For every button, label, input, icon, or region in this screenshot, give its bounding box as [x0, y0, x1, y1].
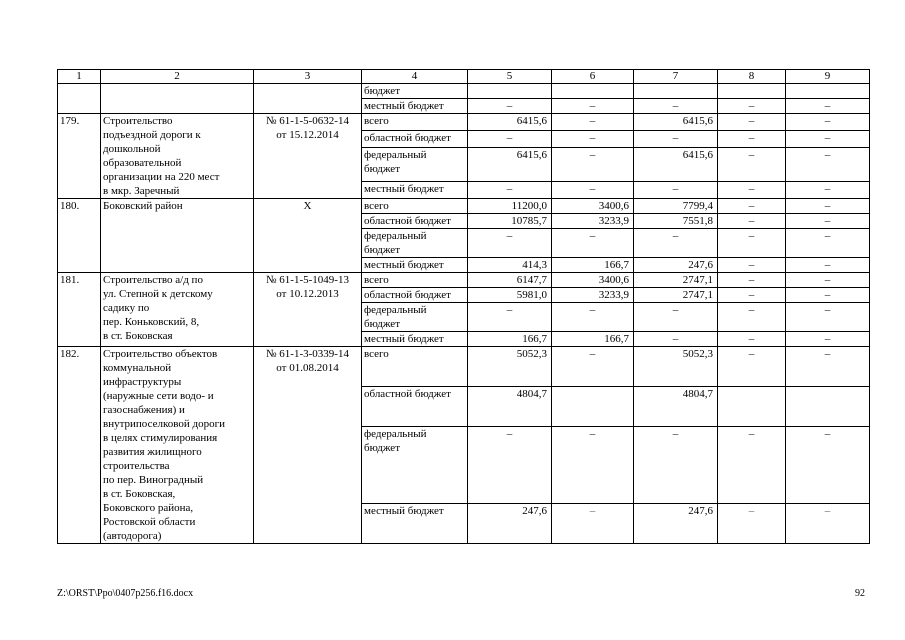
document-reference-line: Х	[303, 200, 312, 212]
value-cell: –	[718, 181, 786, 198]
footer-page-number: 92	[855, 588, 865, 599]
table-row	[58, 273, 870, 288]
project-name-line: в ст. Боковская,	[103, 488, 176, 500]
header-cell: 4	[362, 70, 468, 84]
header-cell: 5	[468, 70, 552, 84]
value-cell: –	[718, 303, 786, 332]
table-row	[58, 114, 870, 131]
project-name-line: пер. Коньковский, 8,	[103, 316, 200, 328]
value-cell: –	[718, 131, 786, 148]
value-cell: –	[718, 214, 786, 229]
project-name-line: в ст. Боковская	[103, 330, 173, 342]
value-cell: 6415,6	[634, 114, 718, 131]
value-cell: 3233,9	[552, 288, 634, 303]
value-cell: –	[718, 148, 786, 181]
value-cell: 4804,7	[468, 386, 552, 426]
value-cell	[552, 84, 634, 99]
row-number: 181.	[58, 273, 101, 347]
project-name-line: садику по	[103, 302, 150, 314]
table-body	[58, 70, 870, 544]
value-cell: –	[718, 332, 786, 347]
value-cell: –	[786, 288, 870, 303]
footer-file-path: Z:\ORST\Ppo\0407p256.f16.docx	[57, 588, 194, 599]
header-cell: 9	[786, 70, 870, 84]
value-cell: 11200,0	[468, 199, 552, 214]
value-cell: –	[468, 181, 552, 198]
value-cell: 3400,6	[552, 273, 634, 288]
budget-type: областной бюджет	[362, 386, 468, 426]
value-cell: –	[634, 229, 718, 258]
value-cell: 247,6	[634, 258, 718, 273]
budget-type: федеральный бюджет	[362, 148, 468, 181]
project-name-line: в мкр. Заречный	[103, 185, 180, 197]
value-cell: –	[786, 214, 870, 229]
project-name-line: подъездной дороги к	[103, 129, 201, 141]
document-reference	[254, 347, 362, 544]
value-cell: –	[552, 229, 634, 258]
value-cell: 2747,1	[634, 273, 718, 288]
budget-type: федеральный бюджет	[362, 426, 468, 503]
value-cell: 5052,3	[634, 347, 718, 387]
project-name-line: Строительство объектов	[103, 348, 218, 360]
project-name	[101, 199, 254, 273]
budget-type: областной бюджет	[362, 214, 468, 229]
value-cell: –	[786, 114, 870, 131]
project-name-line: Ростовской области	[103, 516, 196, 528]
table-row	[58, 199, 870, 214]
value-cell: –	[718, 229, 786, 258]
value-cell: –	[634, 303, 718, 332]
value-cell: 3400,6	[552, 199, 634, 214]
header-cell: 7	[634, 70, 718, 84]
project-name-line: развития жилищного	[103, 446, 202, 458]
value-cell: –	[786, 148, 870, 181]
document-reference-line: № 61-1-3-0339-14	[266, 348, 349, 360]
empty-cell	[254, 84, 362, 114]
value-cell	[468, 84, 552, 99]
value-cell: –	[718, 114, 786, 131]
value-cell	[634, 84, 718, 99]
document-reference-line: № 61-1-5-1049-13	[266, 274, 349, 286]
value-cell: 4804,7	[634, 386, 718, 426]
value-cell: –	[786, 181, 870, 198]
budget-type: бюджет	[362, 84, 468, 99]
value-cell: –	[634, 181, 718, 198]
value-cell: –	[468, 229, 552, 258]
budget-type: федеральный бюджет	[362, 229, 468, 258]
project-name-line: Боковского района,	[103, 502, 194, 514]
table-row	[58, 347, 870, 387]
value-cell: 166,7	[552, 258, 634, 273]
row-number: 180.	[58, 199, 101, 273]
header-cell: 8	[718, 70, 786, 84]
value-cell: –	[468, 131, 552, 148]
value-cell: 166,7	[552, 332, 634, 347]
value-cell: –	[634, 99, 718, 114]
value-cell	[552, 386, 634, 426]
value-cell: –	[552, 131, 634, 148]
value-cell: –	[718, 347, 786, 387]
empty-cell	[101, 84, 254, 114]
value-cell: –	[552, 426, 634, 503]
project-name	[101, 273, 254, 347]
value-cell: –	[552, 148, 634, 181]
table-row	[58, 84, 870, 99]
budget-type: всего	[362, 347, 468, 387]
value-cell: –	[468, 426, 552, 503]
value-cell: –	[786, 199, 870, 214]
value-cell: –	[718, 273, 786, 288]
value-cell: –	[634, 131, 718, 148]
project-name-line: газоснабжения) и	[103, 404, 185, 416]
budget-type: областной бюджет	[362, 288, 468, 303]
project-name-line: ул. Степной к детскому	[103, 288, 213, 300]
project-name-line: (автодорога)	[103, 530, 162, 542]
project-name-line: строительства	[103, 460, 170, 472]
value-cell: 2747,1	[634, 288, 718, 303]
value-cell	[786, 84, 870, 99]
value-cell: 5981,0	[468, 288, 552, 303]
value-cell: 247,6	[468, 504, 552, 544]
budget-type: всего	[362, 199, 468, 214]
value-cell: –	[718, 199, 786, 214]
value-cell: 7551,8	[634, 214, 718, 229]
budget-type: федеральный бюджет	[362, 303, 468, 332]
value-cell: 166,7	[468, 332, 552, 347]
budget-type: всего	[362, 273, 468, 288]
value-cell: –	[468, 99, 552, 114]
value-cell: –	[552, 114, 634, 131]
value-cell: 247,6	[634, 504, 718, 544]
value-cell	[786, 386, 870, 426]
budget-type: местный бюджет	[362, 332, 468, 347]
value-cell: –	[786, 303, 870, 332]
empty-cell	[58, 84, 101, 114]
value-cell: –	[634, 332, 718, 347]
value-cell: –	[786, 504, 870, 544]
project-name-line: организации на 220 мест	[103, 171, 220, 183]
document-reference	[254, 273, 362, 347]
value-cell: 5052,3	[468, 347, 552, 387]
budget-type: местный бюджет	[362, 99, 468, 114]
value-cell: 6415,6	[634, 148, 718, 181]
value-cell: –	[786, 258, 870, 273]
value-cell: –	[786, 131, 870, 148]
header-cell: 1	[58, 70, 101, 84]
value-cell: –	[718, 99, 786, 114]
project-name-line: инфраструктуры	[103, 376, 182, 388]
project-name-line: в целях стимулирования	[103, 432, 218, 444]
value-cell: –	[786, 273, 870, 288]
project-name-line: (наружные сети водо- и	[103, 390, 214, 402]
budget-table	[57, 69, 870, 544]
value-cell: –	[552, 181, 634, 198]
header-cell: 2	[101, 70, 254, 84]
project-name-line: Боковский район	[103, 200, 183, 212]
header-cell: 3	[254, 70, 362, 84]
project-name-line: внутрипоселковой дороги	[103, 418, 225, 430]
value-cell: 3233,9	[552, 214, 634, 229]
value-cell: –	[786, 229, 870, 258]
value-cell: 10785,7	[468, 214, 552, 229]
project-name	[101, 114, 254, 199]
value-cell: –	[468, 303, 552, 332]
project-name-line: по пер. Виноградный	[103, 474, 204, 486]
document-reference-line: от 15.12.2014	[276, 129, 339, 141]
budget-type: всего	[362, 114, 468, 131]
value-cell: –	[786, 426, 870, 503]
value-cell	[718, 84, 786, 99]
value-cell: –	[718, 504, 786, 544]
value-cell: –	[718, 258, 786, 273]
value-cell: –	[718, 288, 786, 303]
value-cell: –	[552, 99, 634, 114]
value-cell: 6415,6	[468, 148, 552, 181]
document-reference-line: № 61-1-5-0632-14	[266, 115, 349, 127]
document-reference-line: от 01.08.2014	[276, 362, 339, 374]
value-cell: –	[634, 426, 718, 503]
project-name-line: коммунальной	[103, 362, 172, 374]
row-number: 182.	[58, 347, 101, 544]
value-cell: –	[786, 347, 870, 387]
header-row	[58, 70, 870, 84]
value-cell: –	[552, 347, 634, 387]
budget-type: местный бюджет	[362, 258, 468, 273]
document-reference	[254, 199, 362, 273]
document-reference	[254, 114, 362, 199]
value-cell: –	[552, 504, 634, 544]
project-name-line: образовательной	[103, 157, 182, 169]
header-cell: 6	[552, 70, 634, 84]
value-cell: –	[786, 332, 870, 347]
value-cell: 414,3	[468, 258, 552, 273]
budget-type: местный бюджет	[362, 504, 468, 544]
value-cell: –	[552, 303, 634, 332]
value-cell: 6147,7	[468, 273, 552, 288]
project-name-line: Строительство а/д по	[103, 274, 203, 286]
budget-type: местный бюджет	[362, 181, 468, 198]
value-cell: 7799,4	[634, 199, 718, 214]
project-name-line: дошкольной	[103, 143, 161, 155]
project-name	[101, 347, 254, 544]
row-number: 179.	[58, 114, 101, 199]
document-reference-line: от 10.12.2013	[276, 288, 339, 300]
value-cell: –	[786, 99, 870, 114]
value-cell: –	[718, 426, 786, 503]
budget-type: областной бюджет	[362, 131, 468, 148]
value-cell: 6415,6	[468, 114, 552, 131]
project-name-line: Строительство	[103, 115, 173, 127]
value-cell	[718, 386, 786, 426]
